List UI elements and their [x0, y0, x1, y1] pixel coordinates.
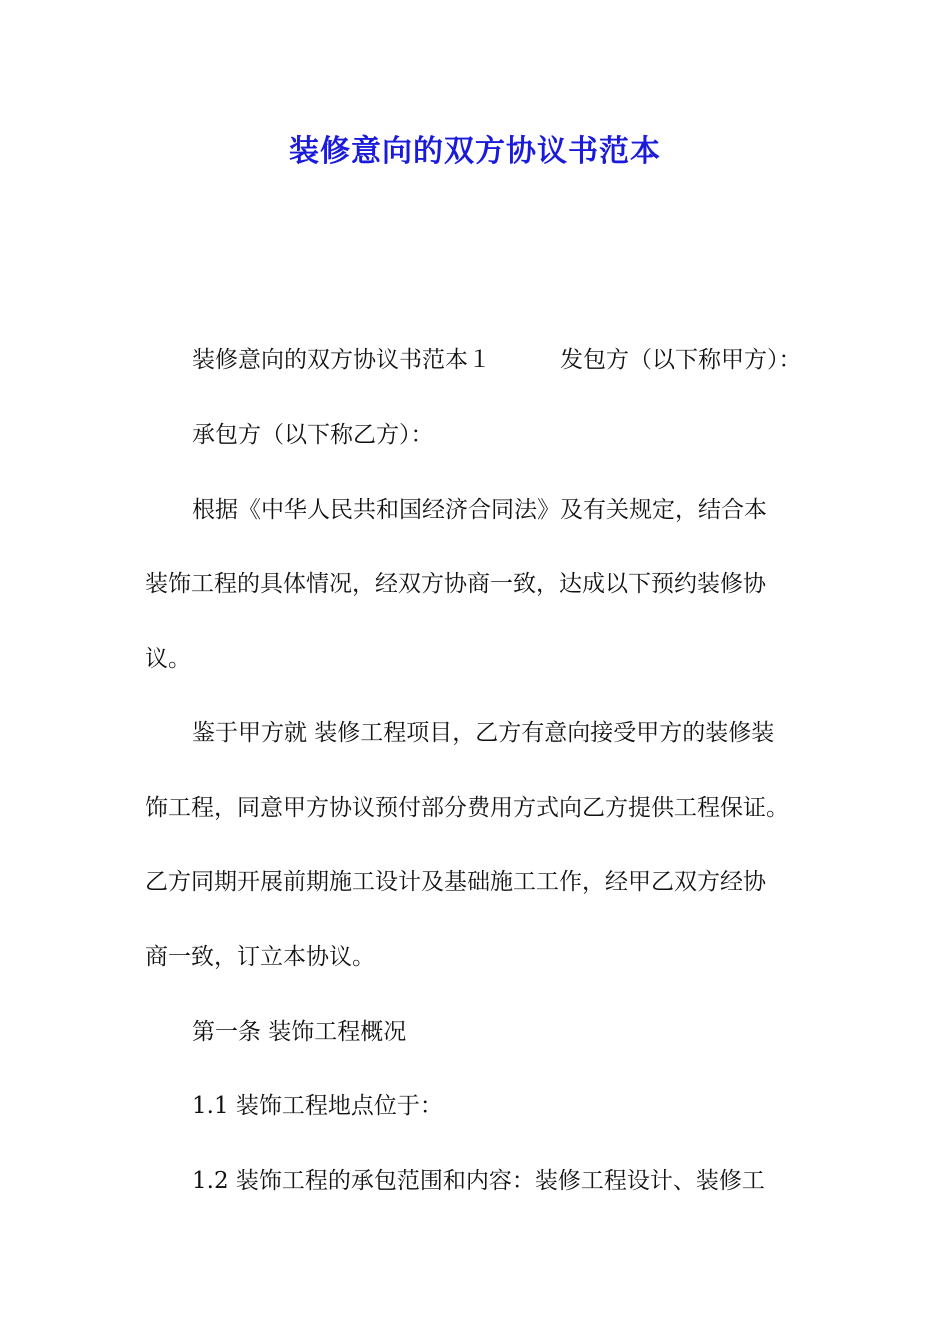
- paragraph-line: 装饰工程的具体情况，经双方协商一致，达成以下预约装修协: [145, 571, 766, 597]
- section-heading: 第一条 装饰工程概况: [192, 1019, 407, 1045]
- paragraph-line: 商一致，订立本协议。: [145, 944, 375, 970]
- paragraph-line: 鉴于甲方就 装修工程项目，乙方有意向接受甲方的装修装: [192, 720, 775, 746]
- document-title: 装修意向的双方协议书范本: [289, 134, 661, 169]
- paragraph-line: 乙方同期开展前期施工设计及基础施工工作，经甲乙双方经协: [145, 869, 766, 895]
- clause-line: 1.2 装饰工程的承包范围和内容：装修工程设计、装修工: [192, 1168, 765, 1194]
- paragraph-line: 根据《中华人民共和国经济合同法》及有关规定，结合本: [192, 497, 767, 523]
- paragraph-line: 议。: [145, 646, 191, 672]
- clause-line: 1.1 装饰工程地点位于：: [192, 1093, 443, 1119]
- paragraph-line: 承包方（以下称乙方）：: [192, 422, 434, 448]
- paragraph-line: 饰工程，同意甲方协议预付部分费用方式向乙方提供工程保证。: [145, 795, 789, 821]
- paragraph-line: 装修意向的双方协议书范本１ 发包方（以下称甲方）：: [192, 347, 802, 373]
